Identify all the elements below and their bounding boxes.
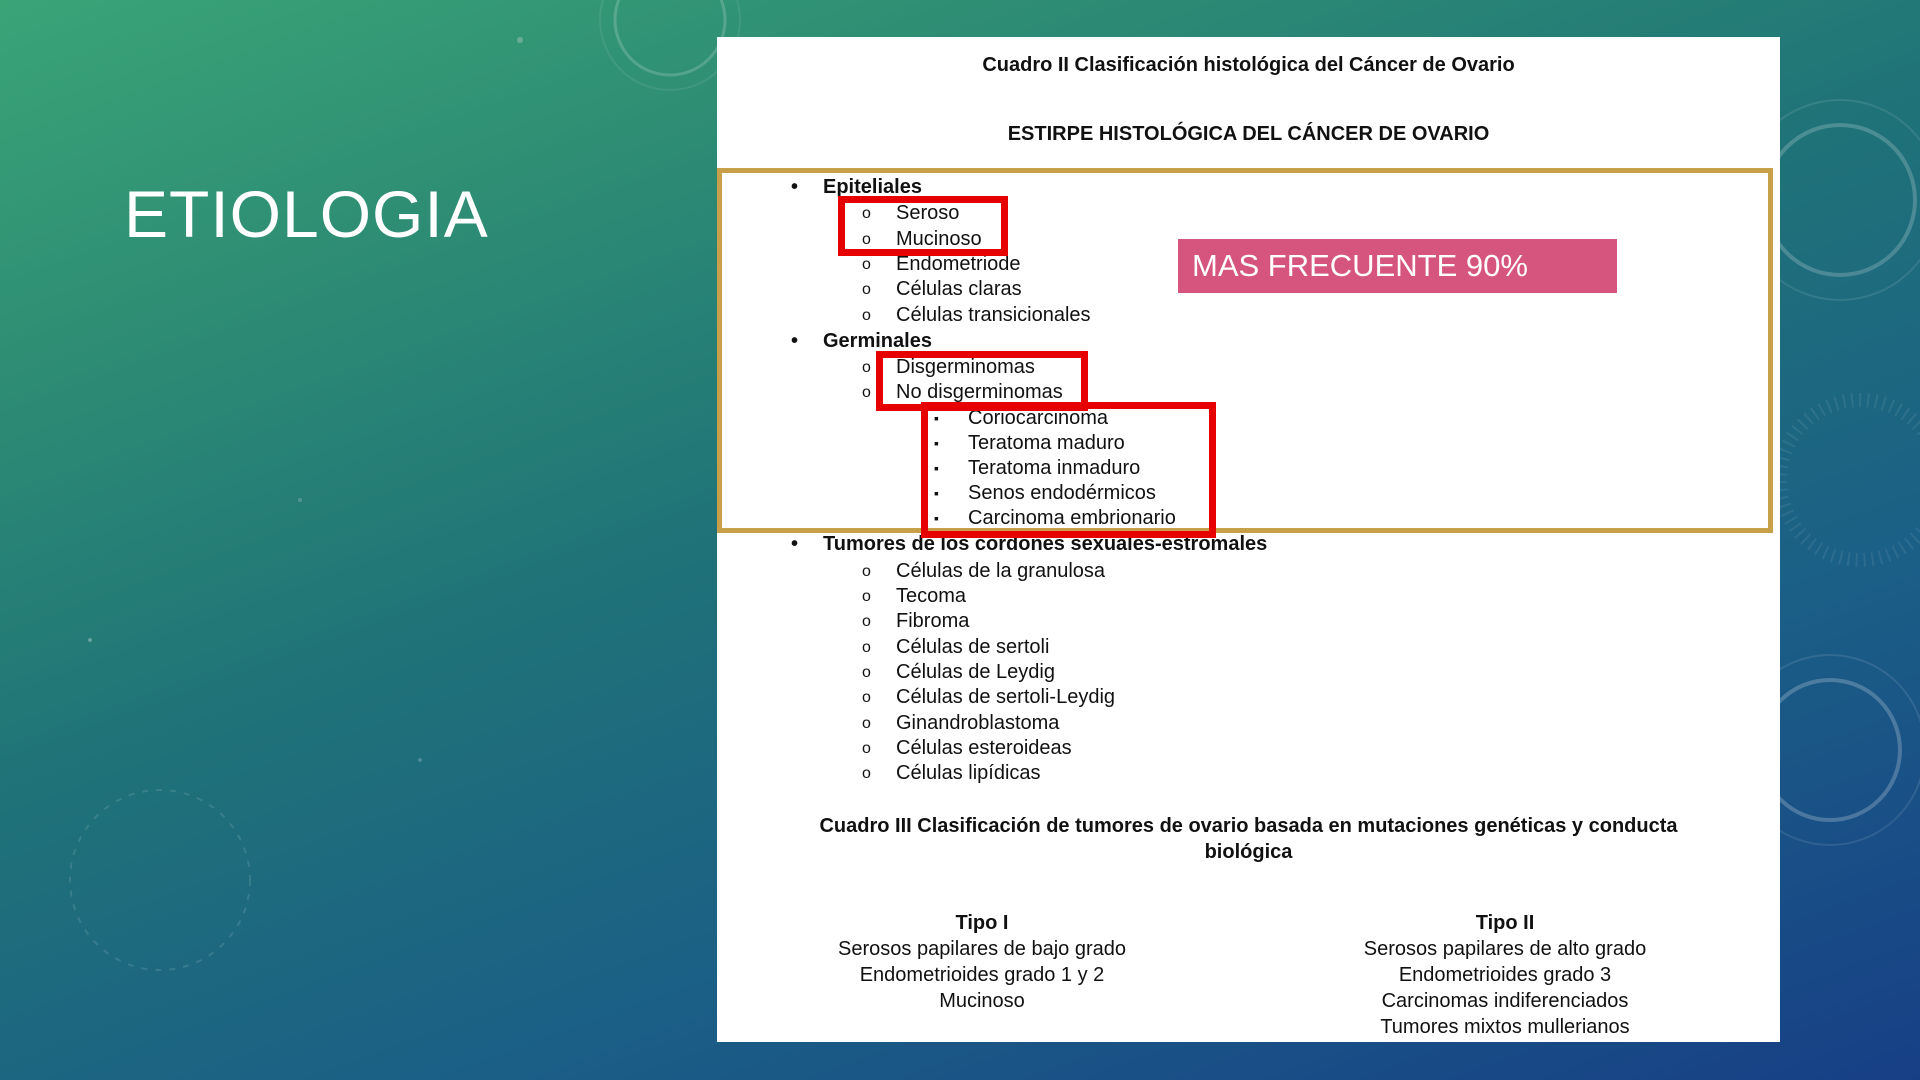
sub-list-item: ▪ Teratoma inmaduro (968, 456, 1140, 480)
list-item: o Tecoma (896, 584, 966, 608)
list-item: o Células de sertoli-Leydig (896, 685, 1115, 709)
list-item: Endometrioides grado 1 y 2 (859, 964, 1105, 986)
list-item: o Seroso (896, 201, 959, 225)
list-item: o Células de Leydig (896, 660, 1055, 684)
list-item: o Endometriode (896, 252, 1021, 276)
list-item: o Fibroma (896, 609, 969, 633)
list-item: o Células de la granulosa (896, 559, 1105, 583)
slide-title: ETIOLOGIA (124, 177, 489, 251)
category-epiteliales: • Epiteliales (823, 175, 922, 199)
list-item: o Células de sertoli (896, 635, 1049, 659)
sub-list-item: ▪ Coriocarcinoma (968, 406, 1108, 430)
list-item: o No disgerminomas (896, 380, 1063, 404)
section-heading: ESTIRPE HISTOLÓGICA DEL CÁNCER DE OVARIO (1007, 123, 1490, 145)
highlight-box-germ-subtypes (921, 402, 1216, 538)
list-item: o Células claras (896, 277, 1022, 301)
highlight-box-seroso-mucinoso (838, 196, 1008, 256)
sub-list-item: ▪ Senos endodérmicos (968, 481, 1156, 505)
category-cordones: • Tumores de los cordones sexuales-estromales (823, 532, 1267, 556)
list-item: Serosos papilares de bajo grado (838, 938, 1126, 960)
tipo-2-column (1335, 910, 1675, 1040)
table-caption-2-continued: biológica (1204, 841, 1293, 863)
frequency-label: MAS FRECUENTE 90% (1178, 239, 1617, 293)
list-item: Serosos papilares de alto grado (1363, 938, 1647, 960)
list-item: o Disgerminomas (896, 355, 1035, 379)
tipo-1-title: Tipo I (955, 912, 1009, 934)
tipo-2-title: Tipo II (1475, 912, 1535, 934)
list-item: Mucinoso (939, 990, 1025, 1012)
list-item: o Ginandroblastoma (896, 711, 1059, 735)
list-item: Tumores mixtos mullerianos (1380, 1016, 1630, 1038)
category-germinales: • Germinales (823, 329, 932, 353)
list-item: o Células transicionales (896, 303, 1091, 327)
sub-list-item: ▪ Teratoma maduro (968, 431, 1125, 455)
list-item: o Células lipídicas (896, 761, 1041, 785)
list-item: Carcinomas indiferenciados (1381, 990, 1629, 1012)
tipo-1-column (812, 910, 1152, 1014)
list-item: Endometrioides grado 3 (1398, 964, 1612, 986)
table-caption-2: Cuadro III Clasificación de tumores de ovario basada en mutaciones genéticas y conducta (819, 815, 1678, 837)
sub-list-item: ▪ Carcinoma embrionario (968, 506, 1176, 530)
list-item: o Células esteroideas (896, 736, 1072, 760)
list-item: o Mucinoso (896, 227, 982, 251)
table-caption: Cuadro II Clasificación histológica del Cáncer de Ovario (982, 54, 1515, 76)
